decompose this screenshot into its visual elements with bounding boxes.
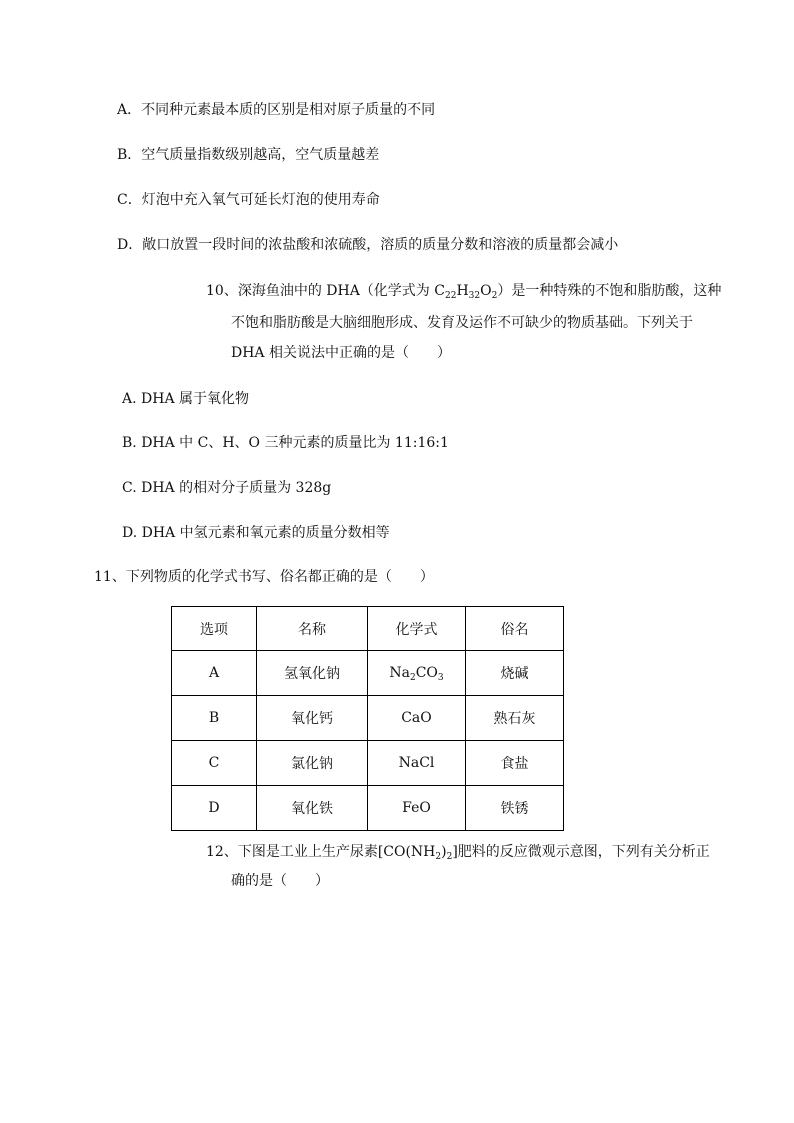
table-row (172, 651, 564, 696)
table-row (172, 786, 564, 831)
row-common-name: 熟石灰 (466, 696, 564, 741)
row-common-name: 铁锈 (466, 786, 564, 831)
q11-stem: 11、下列物质的化学式书写、俗名都正确的是（ ） (94, 569, 434, 585)
q10-option-a: A. DHA 属于氧化物 (122, 391, 250, 407)
row-option: D (172, 786, 257, 831)
q10-stem-line2: 不饱和脂肪酸是大脑细胞形成、发育及运作不可缺少的物质基础。下列关于 (231, 315, 693, 331)
row-name: 氧化钙 (257, 696, 368, 741)
row-common-name: 食盐 (466, 741, 564, 786)
q9-option-c: C．灯泡中充入氧气可延长灯泡的使用寿命 (117, 192, 380, 208)
row-option: C (172, 741, 257, 786)
q10-option-b: B. DHA 中 C、H、O 三种元素的质量比为 11:16:1 (122, 435, 449, 451)
row-formula: FeO (368, 786, 466, 831)
table-header-row (172, 607, 564, 651)
row-formula: CaO (368, 696, 466, 741)
row-option: B (172, 696, 257, 741)
header-formula: 化学式 (368, 607, 466, 651)
q9-option-d: D．敞口放置一段时间的浓盐酸和浓硫酸，溶质的质量分数和溶液的质量都会减小 (117, 237, 619, 253)
q10-option-d: D. DHA 中氢元素和氧元素的质量分数相等 (122, 525, 390, 541)
row-option: A (172, 651, 257, 696)
header-common-name: 俗名 (466, 607, 564, 651)
header-name: 名称 (257, 607, 368, 651)
row-formula: $Na_2CO_3$ (368, 651, 466, 696)
row-formula: NaCl (368, 741, 466, 786)
q12-stem-line2: 确的是（ ） (231, 873, 329, 889)
q9-option-a: A．不同种元素最本质的区别是相对原子质量的不同 (117, 102, 436, 118)
row-name: 氯化钠 (257, 741, 368, 786)
row-common-name: 烧碱 (466, 651, 564, 696)
q11-options-table (171, 606, 564, 831)
header-option: 选项 (172, 607, 257, 651)
q10-stem-line3: DHA 相关说法中正确的是（ ） (231, 345, 451, 361)
row-name: 氧化铁 (257, 786, 368, 831)
q9-option-b: B．空气质量指数级别越高，空气质量越差 (117, 147, 380, 163)
row-name: 氢氧化钠 (257, 651, 368, 696)
table-row (172, 696, 564, 741)
table-row (172, 741, 564, 786)
q10-option-c: C. DHA 的相对分子质量为 328g (122, 480, 332, 496)
q12-stem-line1: 12、下图是工业上生产尿素$[CO(NH_2)_2]$肥料的反应微观示意图，下列有关分析正 (206, 844, 710, 862)
q10-stem-line1: 10、深海鱼油中的 DHA（化学式为 $C_{22}H_{32}O_2$）是一种特殊的不饱和脂肪酸，这种 (206, 283, 722, 301)
